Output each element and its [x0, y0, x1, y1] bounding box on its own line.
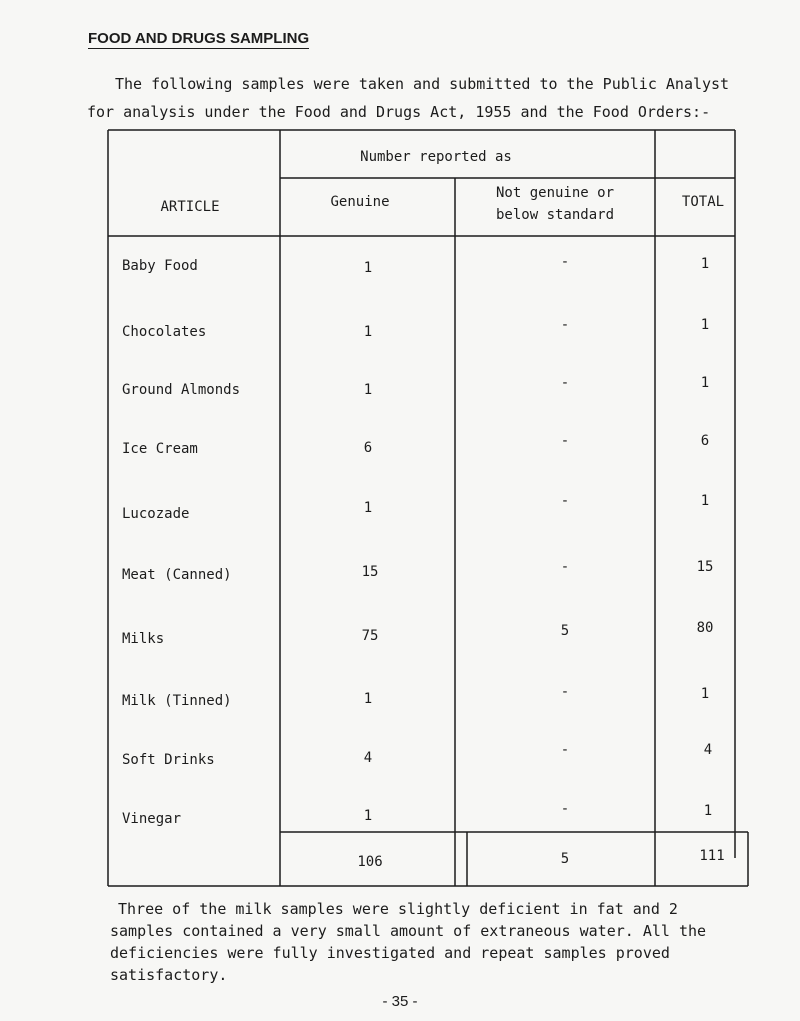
total-not-genuine: 5 [560, 851, 570, 867]
row-not-genuine: - [560, 742, 570, 758]
row-not-genuine: - [560, 559, 570, 575]
row-genuine: 1 [363, 260, 373, 276]
page-number: - 35 - [382, 993, 418, 1010]
row-total: 6 [700, 433, 710, 449]
row-genuine: 6 [363, 440, 373, 456]
header-not-genuine-line-1: Not genuine or [495, 185, 615, 201]
row-article: Ground Almonds [122, 382, 241, 398]
row-total: 1 [703, 803, 713, 819]
row-article: Baby Food [122, 258, 198, 274]
grand-total: 111 [699, 848, 725, 864]
header-article: ARTICLE [160, 199, 220, 215]
header-not-genuine-line-2: below standard [495, 207, 615, 223]
row-total: 1 [700, 256, 710, 272]
row-total: 1 [700, 375, 710, 391]
header-number-reported: Number reported as [360, 149, 512, 165]
header-total: TOTAL [681, 194, 725, 210]
row-genuine: 1 [363, 808, 373, 824]
row-article: Chocolates [122, 324, 207, 340]
total-genuine: 106 [357, 854, 383, 870]
footnote-line-2: samples contained a very small amount of extraneous water. All the [110, 922, 707, 940]
row-genuine: 1 [363, 500, 373, 516]
row-article: Vinegar [122, 811, 182, 827]
intro-line-1: The following samples were taken and submitted to the Public Analyst [115, 75, 730, 93]
row-total: 80 [696, 620, 714, 636]
footnote-line-4: satisfactory. [110, 966, 228, 984]
intro-line-2: for analysis under the Food and Drugs Act, 1955 and the Food Orders:- [87, 103, 711, 121]
row-not-genuine: - [560, 317, 570, 333]
row-genuine: 1 [363, 324, 373, 340]
row-article: Soft Drinks [122, 752, 215, 768]
row-genuine: 1 [363, 382, 373, 398]
row-genuine: 1 [363, 691, 373, 707]
page-title: FOOD AND DRUGS SAMPLING [88, 30, 310, 47]
row-article: Lucozade [122, 506, 190, 522]
row-article: Milks [122, 631, 165, 647]
row-not-genuine: - [560, 684, 570, 700]
row-total: 4 [703, 742, 713, 758]
row-total: 15 [696, 559, 714, 575]
row-not-genuine: - [560, 254, 570, 270]
footnote-line-3: deficiencies were fully investigated and repeat samples proved [110, 944, 670, 962]
row-article: Milk (Tinned) [122, 693, 232, 709]
row-not-genuine: - [560, 493, 570, 509]
row-article: Ice Cream [122, 441, 198, 457]
row-article: Meat (Canned) [122, 567, 232, 583]
row-total: 1 [700, 493, 710, 509]
row-not-genuine: - [560, 375, 570, 391]
header-genuine: Genuine [330, 194, 390, 210]
row-genuine: 15 [361, 564, 379, 580]
row-not-genuine: - [560, 433, 570, 449]
row-not-genuine: - [560, 801, 570, 817]
footnote-paragraph [110, 898, 760, 986]
row-total: 1 [700, 317, 710, 333]
row-genuine: 4 [363, 750, 373, 766]
footnote-line-1: Three of the milk samples were slightly deficient in fat and 2 [118, 900, 678, 918]
row-genuine: 75 [361, 628, 379, 644]
row-not-genuine: 5 [560, 623, 570, 639]
row-total: 1 [700, 686, 710, 702]
